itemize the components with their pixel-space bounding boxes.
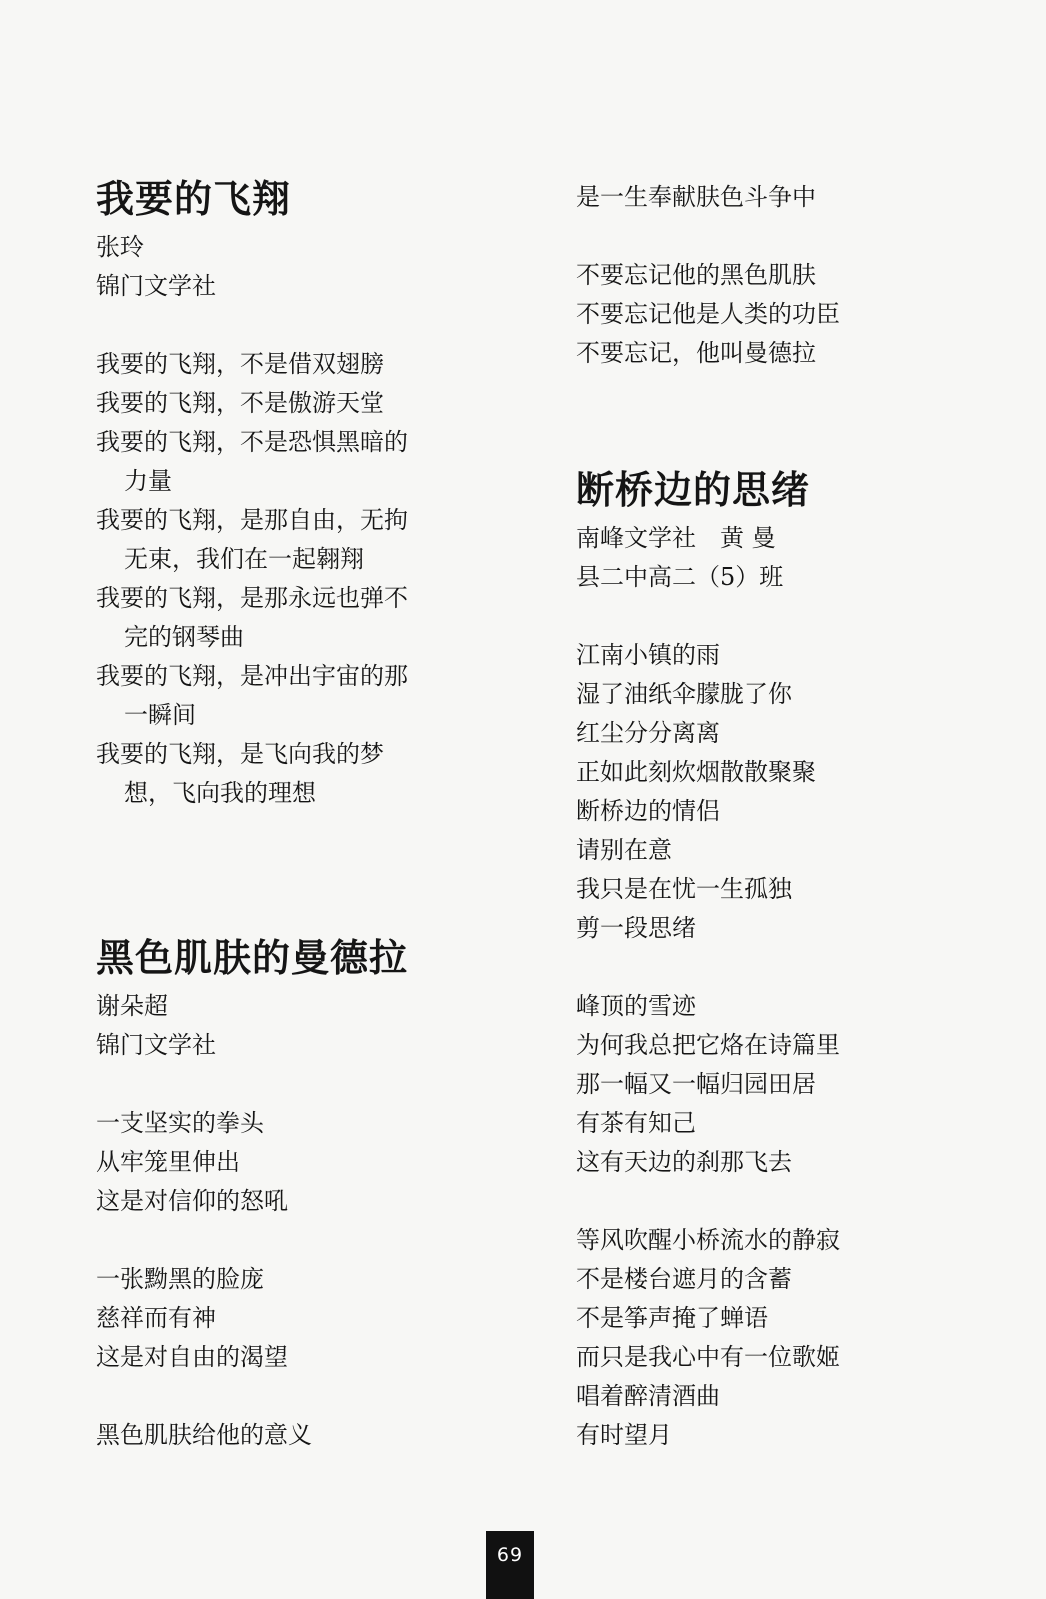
poem-line: 湿了油纸伞朦胧了你 (576, 680, 792, 708)
poem-author: 张玲 (96, 233, 144, 261)
poem-line: 红尘分分离离 (576, 719, 720, 747)
poem-line: 断桥边的情侣 (576, 797, 720, 825)
poem-line: 我要的飞翔，不是借双翅膀 (96, 350, 384, 378)
poem-line: 请别在意 (576, 836, 672, 864)
poem-line: 不要忘记，他叫曼德拉 (576, 339, 816, 367)
poem-line: 唱着醉清酒曲 (576, 1382, 720, 1410)
poem-line: 不是筝声掩了蝉语 (576, 1304, 768, 1332)
page-number: 69 (486, 1531, 534, 1599)
poem-line: 一支坚实的拳头 (96, 1109, 264, 1137)
poem-organization: 锦门文学社 (96, 272, 216, 300)
poem-line-continuation: 完的钢琴曲 (124, 623, 244, 651)
poem-line: 为何我总把它烙在诗篇里 (576, 1031, 840, 1059)
poem-line: 黑色肌肤给他的意义 (96, 1421, 312, 1449)
left-column (96, 170, 476, 1455)
poem-line: 我要的飞翔，是那自由，无拘 (96, 506, 408, 534)
poem-line: 不要忘记他的黑色肌肤 (576, 261, 816, 289)
poem-organization-author: 南峰文学社 黄 曼 (576, 524, 776, 552)
poem-title: 断桥边的思绪 (576, 468, 811, 512)
poem-line: 我要的飞翔，不是恐惧黑暗的 (96, 428, 408, 456)
poem-line: 峰顶的雪迹 (576, 992, 696, 1020)
poem-line: 有时望月 (576, 1421, 672, 1449)
poem-line-continuation: 想，飞向我的理想 (124, 779, 316, 807)
poem-line: 我要的飞翔，是冲出宇宙的那 (96, 662, 408, 690)
poem-organization: 锦门文学社 (96, 1031, 216, 1059)
right-column (576, 170, 906, 1455)
poem-wo-yao-de-fei-xiang (96, 170, 476, 813)
poem-line: 这有天边的刹那飞去 (576, 1148, 792, 1176)
poem-title: 黑色肌肤的曼德拉 (96, 936, 409, 980)
poem-line-continuation: 力量 (124, 467, 172, 495)
poem-class: 县二中高二（5）班 (576, 563, 784, 591)
poem-author: 谢朵超 (96, 992, 168, 1020)
poem-line: 慈祥而有神 (96, 1304, 216, 1332)
poem-line: 有茶有知己 (576, 1109, 696, 1137)
poem-line: 这是对自由的渴望 (96, 1343, 288, 1371)
poem-line: 一张黝黑的脸庞 (96, 1265, 264, 1293)
poem-line: 这是对信仰的怒吼 (96, 1187, 288, 1215)
poem-line: 等风吹醒小桥流水的静寂 (576, 1226, 840, 1254)
poem-line: 从牢笼里伸出 (96, 1148, 240, 1176)
poem-line: 我要的飞翔，是那永远也弹不 (96, 584, 408, 612)
poem-line: 不是楼台遮月的含蓄 (576, 1265, 792, 1293)
poem-hei-se-ji-fu-de-man-de-la (96, 929, 476, 1455)
poem-line: 不要忘记他是人类的功臣 (576, 300, 840, 328)
poem-hei-se-ji-fu-de-man-de-la-continued (576, 178, 906, 373)
poem-line-continuation: 一瞬间 (124, 701, 196, 729)
poem-line: 而只是我心中有一位歌姬 (576, 1343, 840, 1371)
poem-line: 是一生奉献肤色斗争中 (576, 183, 816, 211)
poem-line: 正如此刻炊烟散散聚聚 (576, 758, 816, 786)
poem-line: 剪一段思绪 (576, 914, 696, 942)
poem-line: 我只是在忧一生孤独 (576, 875, 792, 903)
poem-duan-qiao-bian-de-si-xu (576, 461, 906, 1455)
poem-line: 我要的飞翔，是飞向我的梦 (96, 740, 384, 768)
poem-line: 那一幅又一幅归园田居 (576, 1070, 816, 1098)
poem-line-continuation: 无束，我们在一起翱翔 (124, 545, 364, 573)
poem-title: 我要的飞翔 (96, 177, 292, 221)
poem-line: 我要的飞翔，不是傲游天堂 (96, 389, 384, 417)
poem-line: 江南小镇的雨 (576, 641, 720, 669)
